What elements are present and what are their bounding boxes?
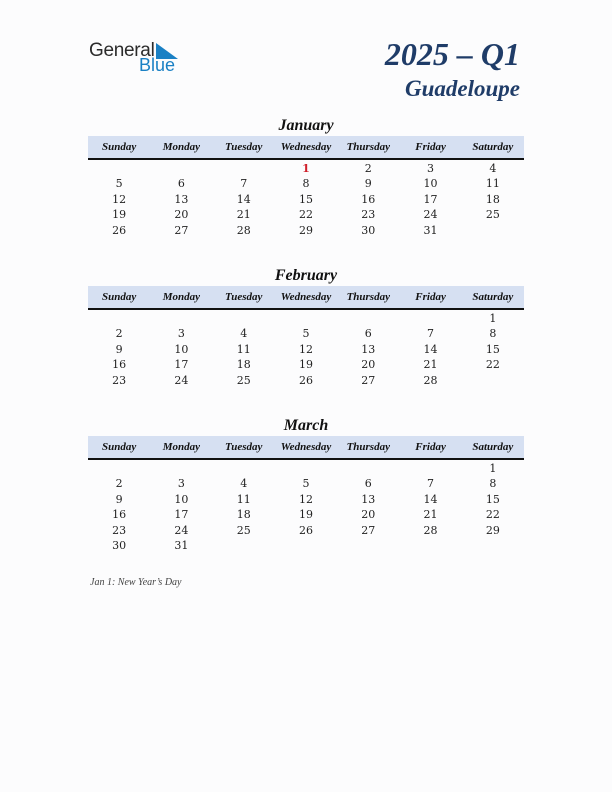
weekday-label: Tuesday: [224, 291, 263, 303]
day-cell: 24: [174, 523, 189, 537]
day-cell: [275, 538, 337, 553]
month-february: [88, 266, 524, 388]
day-cell: 20: [174, 208, 189, 222]
day-cell: 11: [236, 342, 251, 356]
day-cell: 5: [115, 177, 123, 191]
day-cell: 13: [361, 342, 376, 356]
week-row: [88, 223, 524, 238]
day-cell: 23: [112, 523, 127, 537]
day-cell: 19: [298, 508, 313, 522]
weekday-label: Sunday: [102, 441, 137, 453]
day-cell: [275, 461, 337, 476]
day-cell: [88, 461, 150, 476]
weekday-label: Friday: [415, 291, 446, 303]
day-cell: 11: [485, 177, 500, 191]
day-cell: 10: [423, 177, 438, 191]
day-cell: 22: [298, 208, 313, 222]
day-cell: 26: [112, 223, 127, 237]
day-cell: 6: [177, 177, 185, 191]
day-cell: 8: [489, 477, 497, 491]
day-cell: [275, 311, 337, 326]
day-cell: [337, 538, 399, 553]
weekday-label: Friday: [415, 441, 446, 453]
day-cell: [399, 461, 461, 476]
day-cell: 27: [361, 523, 376, 537]
day-cell: 4: [240, 327, 248, 341]
weekday-label: Thursday: [346, 291, 390, 303]
weekday-header-row: [88, 136, 524, 160]
day-cell: 1: [489, 312, 497, 325]
day-cell: 18: [236, 358, 251, 372]
day-cell: 23: [361, 208, 376, 222]
day-cell: [462, 223, 524, 238]
day-cell: 7: [427, 477, 435, 491]
day-cell: [399, 538, 461, 553]
week-grid: [88, 460, 524, 553]
day-cell: 5: [302, 327, 310, 341]
day-cell: 23: [112, 373, 127, 387]
day-cell: 31: [174, 538, 189, 552]
day-cell: 4: [489, 162, 497, 175]
week-row: [88, 326, 524, 341]
day-cell: 24: [174, 373, 189, 387]
day-cell: 3: [177, 477, 185, 491]
day-cell: 29: [298, 223, 313, 237]
holiday-day-cell: 1: [302, 162, 310, 175]
page-title: 2025 – Q1: [384, 36, 520, 72]
day-cell: 3: [427, 162, 435, 175]
day-cell: 2: [115, 477, 123, 491]
day-cell: 9: [115, 342, 123, 356]
day-cell: 2: [364, 162, 372, 175]
week-row: [88, 373, 524, 388]
day-cell: 18: [236, 508, 251, 522]
day-cell: [399, 311, 461, 326]
day-cell: 8: [302, 177, 310, 191]
month-name: March: [283, 417, 329, 434]
day-cell: 5: [302, 477, 310, 491]
month-name: January: [278, 117, 334, 134]
day-cell: 13: [174, 192, 189, 206]
day-cell: 17: [174, 508, 189, 522]
day-cell: 25: [236, 523, 251, 537]
day-cell: 8: [489, 327, 497, 341]
day-cell: [213, 538, 275, 553]
day-cell: 28: [236, 223, 251, 237]
day-cell: 7: [427, 327, 435, 341]
day-cell: 16: [112, 508, 127, 522]
day-cell: 4: [240, 477, 248, 491]
day-cell: 10: [174, 342, 189, 356]
day-cell: 20: [361, 508, 376, 522]
week-row: [88, 492, 524, 507]
day-cell: [88, 161, 150, 176]
day-cell: [150, 311, 212, 326]
day-cell: 30: [361, 223, 376, 237]
day-cell: 11: [236, 492, 251, 506]
day-cell: 10: [174, 492, 189, 506]
day-cell: 9: [364, 177, 372, 191]
day-cell: 7: [240, 177, 248, 191]
day-cell: 1: [489, 462, 497, 475]
day-cell: 24: [423, 208, 438, 222]
day-cell: 29: [485, 523, 500, 537]
week-row: [88, 176, 524, 191]
week-row: [88, 507, 524, 522]
week-row: [88, 192, 524, 207]
weekday-label: Wednesday: [280, 141, 332, 153]
day-cell: 14: [236, 192, 251, 206]
day-cell: [213, 161, 275, 176]
week-row: [88, 538, 524, 553]
weekday-label: Monday: [162, 291, 201, 303]
day-cell: 9: [115, 492, 123, 506]
weekday-label: Wednesday: [280, 441, 332, 453]
month-january: [88, 116, 524, 238]
day-cell: 3: [177, 327, 185, 341]
weekday-label: Tuesday: [224, 141, 263, 153]
weekday-label: Saturday: [472, 141, 514, 153]
day-cell: 12: [298, 492, 313, 506]
day-cell: 16: [361, 192, 376, 206]
day-cell: [462, 373, 524, 388]
day-cell: 12: [298, 342, 313, 356]
day-cell: 12: [112, 192, 127, 206]
day-cell: 21: [236, 208, 251, 222]
weekday-label: Monday: [162, 441, 201, 453]
day-cell: 27: [361, 373, 376, 387]
week-row: [88, 357, 524, 372]
week-row: [88, 461, 524, 476]
weekday-header-row: [88, 436, 524, 460]
month-march: [88, 416, 524, 553]
day-cell: 26: [298, 373, 313, 387]
day-cell: 19: [112, 208, 127, 222]
day-cell: 21: [423, 358, 438, 372]
day-cell: [150, 161, 212, 176]
week-row: [88, 342, 524, 357]
day-cell: 14: [423, 342, 438, 356]
page-subtitle: Guadeloupe: [405, 76, 520, 101]
weekday-label: Saturday: [472, 291, 514, 303]
day-cell: [213, 461, 275, 476]
day-cell: 17: [423, 192, 438, 206]
weekday-label: Sunday: [102, 291, 137, 303]
weekday-label: Friday: [415, 141, 446, 153]
day-cell: 14: [423, 492, 438, 506]
weekday-label: Monday: [162, 141, 201, 153]
weekday-label: Thursday: [346, 141, 390, 153]
day-cell: [150, 461, 212, 476]
day-cell: 6: [364, 477, 372, 491]
logo-text-blue: Blue: [139, 55, 176, 75]
day-cell: 18: [485, 192, 500, 206]
day-cell: 2: [115, 327, 123, 341]
day-cell: 6: [364, 327, 372, 341]
day-cell: 15: [485, 492, 500, 506]
weekday-label: Thursday: [346, 441, 390, 453]
day-cell: 13: [361, 492, 376, 506]
weekday-header-row: [88, 286, 524, 310]
day-cell: 25: [485, 208, 500, 222]
holiday-note: Jan 1: New Year’s Day: [90, 577, 182, 588]
weekday-label: Wednesday: [280, 291, 332, 303]
day-cell: 28: [423, 373, 438, 387]
day-cell: 15: [485, 342, 500, 356]
day-cell: [337, 461, 399, 476]
logo-text-general: General: [89, 40, 155, 61]
week-row: [88, 476, 524, 491]
week-row: [88, 523, 524, 538]
day-cell: 22: [485, 358, 500, 372]
day-cell: 17: [174, 358, 189, 372]
day-cell: 21: [423, 508, 438, 522]
week-row: [88, 311, 524, 326]
day-cell: 31: [423, 223, 438, 237]
day-cell: 15: [298, 192, 313, 206]
generalblue-logo: [89, 40, 189, 76]
day-cell: 19: [298, 358, 313, 372]
weekday-label: Tuesday: [224, 441, 263, 453]
day-cell: 30: [112, 538, 127, 552]
day-cell: 20: [361, 358, 376, 372]
weekday-label: Sunday: [102, 141, 137, 153]
day-cell: 16: [112, 358, 127, 372]
day-cell: 26: [298, 523, 313, 537]
day-cell: [337, 311, 399, 326]
day-cell: [462, 538, 524, 553]
week-row: [88, 207, 524, 222]
day-cell: [88, 311, 150, 326]
day-cell: 25: [236, 373, 251, 387]
day-cell: 22: [485, 508, 500, 522]
week-row: [88, 161, 524, 176]
day-cell: 28: [423, 523, 438, 537]
month-name: February: [274, 267, 338, 284]
day-cell: 27: [174, 223, 189, 237]
day-cell: [213, 311, 275, 326]
week-grid: [88, 310, 524, 388]
weekday-label: Saturday: [472, 441, 514, 453]
week-grid: [88, 160, 524, 238]
